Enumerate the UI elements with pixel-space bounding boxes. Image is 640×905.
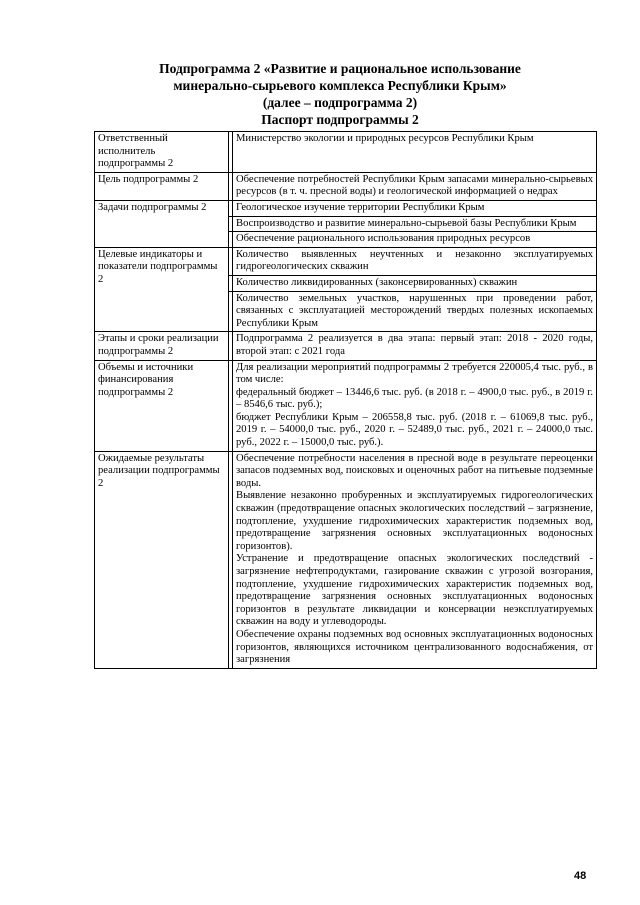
funding-federal: федеральный бюджет – 13446,6 тыс. руб. (в 2018 г. – 4900,0 тыс. руб., в 2019 г. – 8546,6 тыс. руб.); xyxy=(236,386,593,411)
row-executor xyxy=(95,132,597,173)
passport-table xyxy=(94,131,597,669)
tasks-label: Задачи подпрограммы 2 xyxy=(95,200,229,247)
title-line-4: Паспорт подпрограммы 2 xyxy=(261,112,419,127)
indicator-item: Количество ликвидированных (законсервированных) скважин xyxy=(233,275,597,291)
stages-label: Этапы и сроки реализации подпрограммы 2 xyxy=(95,332,229,360)
row-results xyxy=(95,451,597,668)
row-funding xyxy=(95,360,597,451)
row-stages xyxy=(95,332,597,360)
task-item: Обеспечение рационального использования природных ресурсов xyxy=(233,232,597,248)
executor-label: Ответственный исполнитель подпрограммы 2 xyxy=(95,132,229,173)
results-label: Ожидаемые результаты реализации подпрограммы 2 xyxy=(95,451,229,668)
result-paragraph: Устранение и предотвращение опасных экологических последствий - загрязнение нефтепродуктами, газирование скважин с угрозой возгорания, подтопление, ухудшение гидрохимических характеристик подземных вод, предотвращение загрязнения основных эксплуатационных водоносных горизонтов в результате ликвидации и консервации неэксплуатируемых скважин на воду и углеводороды. xyxy=(236,553,593,628)
goal-value: Обеспечение потребностей Республики Крым запасами минерально-сырьевых ресурсов (в т. ч. пресной воды) и геологической информацией о недрах xyxy=(233,172,597,200)
title-line-2: минерально-сырьевого комплекса Республики Крым» xyxy=(173,78,507,93)
results-value xyxy=(233,451,597,668)
result-paragraph: Выявление незаконно пробуренных и эксплуатируемых гидрогеологических скважин (предотвращение опасных экологических последствий – загрязнение, подтопление, ухудшение гидрохимических характеристик подземных вод, предотвращение загрязнения основных эксплуатационных водоносных горизонтов). xyxy=(236,490,593,552)
title-line-3: (далее – подпрограмма 2) xyxy=(262,95,418,110)
row-goal xyxy=(95,172,597,200)
funding-value xyxy=(233,360,597,451)
executor-value: Министерство экологии и природных ресурсов Республики Крым xyxy=(233,132,597,173)
task-item: Воспроизводство и развитие минерально-сырьевой базы Республики Крым xyxy=(233,216,597,232)
row-tasks xyxy=(95,200,597,216)
goal-label: Цель подпрограммы 2 xyxy=(95,172,229,200)
task-item: Геологическое изучение территории Республики Крым xyxy=(233,200,597,216)
indicator-item: Количество земельных участков, нарушенных при проведении работ, связанных с эксплуатацией месторождений твердых полезных ископаемых Республики Крым xyxy=(233,291,597,332)
funding-label: Объемы и источники финансирования подпрограммы 2 xyxy=(95,360,229,451)
indicator-item: Количество выявленных неучтенных и незаконно эксплуатируемых гидрогеологических скважин xyxy=(233,247,597,275)
funding-regional: бюджет Республики Крым – 206558,8 тыс. руб. (2018 г. – 61069,8 тыс. руб., 2019 г. – 54000,0 тыс. руб., 2020 г. – 52489,0 тыс. руб., 2021 г. – 24000,0 тыс. руб., 2022 г. – 15000,0 тыс. руб.). xyxy=(236,411,593,449)
page-number: 48 xyxy=(574,870,587,882)
title-line-1: Подпрограмма 2 «Развитие и рациональное использование xyxy=(159,61,521,76)
page-title xyxy=(80,60,600,128)
funding-intro: Для реализации мероприятий подпрограммы 2 требуется 220005,4 тыс. руб., в том числе: xyxy=(236,361,593,386)
indicators-label: Целевые индикаторы и показатели подпрограммы 2 xyxy=(95,247,229,332)
result-paragraph: Обеспечение потребности населения в пресной воде в результате переоценки запасов подземных вод, поисковых и оценочных работ на питьевые подземные воды. xyxy=(236,452,593,489)
row-indicators xyxy=(95,247,597,275)
result-paragraph: Обеспечение охраны подземных вод основных эксплуатационных водоносных горизонтов, являющихся источником централизованного водоснабжения, от загрязнения xyxy=(236,628,593,666)
stages-value: Подпрограмма 2 реализуется в два этапа: первый этап: 2018 - 2020 годы, второй этап: с 2021 года xyxy=(233,332,597,360)
